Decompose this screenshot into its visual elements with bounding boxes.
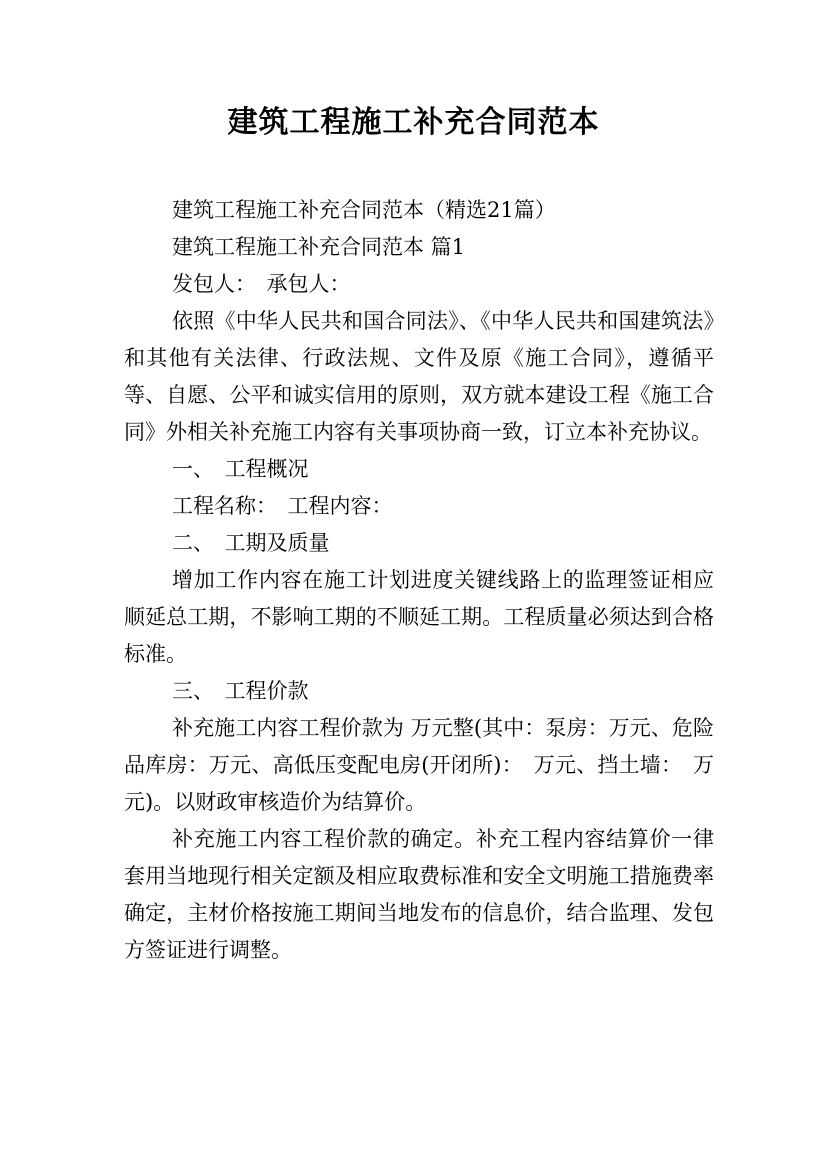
- document-body: [124, 192, 714, 969]
- price-determination-paragraph: 补充施工内容工程价款的确定。补充工程内容结算价一律套用当地现行相关定额及相应取费标准和安全文明施工措施费率确定，主材价格按施工期间当地发布的信息价，结合监理、发包方签证进行调整。: [124, 827, 714, 962]
- project-name-paragraph: 工程名称： 工程内容：: [172, 494, 393, 518]
- subtitle-paragraph: 建筑工程施工补充合同范本（精选21篇）: [172, 198, 556, 222]
- document-title: 建筑工程施工补充合同范本: [227, 105, 600, 140]
- heading-project-overview: 一、 工程概况: [172, 457, 309, 481]
- section-heading-part1: 建筑工程施工补充合同范本 篇1: [172, 235, 466, 259]
- preamble-paragraph: 依照《中华人民共和国合同法》、《中华人民共和国建筑法》和其他有关法律、行政法规、文件及原《施工合同》，遵循平等、自愿、公平和诚实信用的原则，双方就本建设工程《施工合同》外相关补充施工内容有关事项协商一致，订立本补充协议。: [124, 309, 714, 444]
- price-paragraph: 补充施工内容工程价款为 万元整(其中：泵房：万元、危险品库房：万元、高低压变配电房(开闭所)： 万元、挡土墙： 万元)。以财政审核造价为结算价。: [124, 716, 714, 814]
- heading-schedule-quality: 二、 工期及质量: [172, 531, 330, 555]
- parties-paragraph: 发包人： 承包人：: [172, 272, 351, 296]
- schedule-paragraph: 增加工作内容在施工计划进度关键线路上的监理签证相应顺延总工期，不影响工期的不顺延工期。工程质量必须达到合格标准。: [124, 568, 714, 666]
- heading-project-price: 三、 工程价款: [172, 679, 309, 703]
